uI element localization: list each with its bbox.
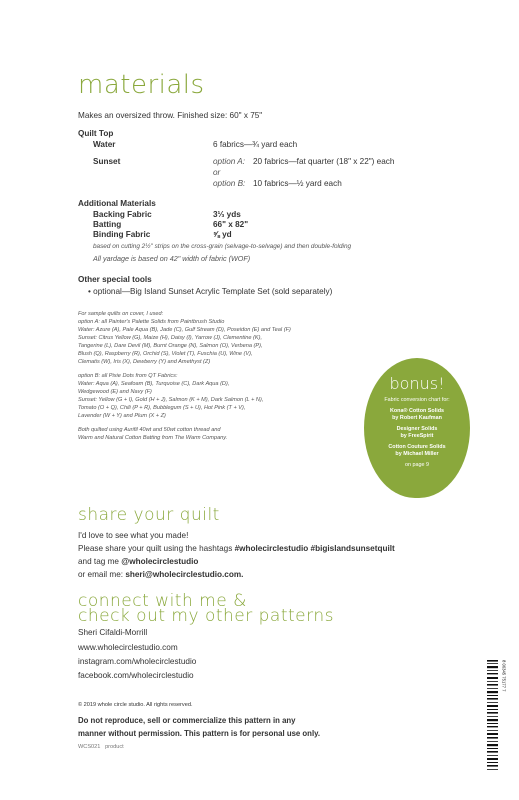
binding-value: ⅝ yd	[213, 230, 232, 239]
notice-line-2: manner without permission. This pattern is for personal use only.	[78, 729, 321, 738]
sample-line-11: Sunset: Yellow (G + I), Gold (H + J), Salmon (K + M), Dark Salmon (L + N),	[78, 397, 264, 403]
share-line-3-prefix: and tag me	[78, 557, 122, 566]
share-hashtags: #wholecirclestudio #bigislandsunsetquilt	[234, 544, 395, 553]
connect-heading-line-2: check out my other patterns	[78, 606, 334, 626]
share-line-3	[78, 557, 198, 567]
intro-text: Makes an oversized throw. Finished size: 60" x 75"	[78, 111, 263, 120]
share-line-2	[78, 544, 395, 554]
sample-line-2: option A: all Painter's Palette Solids from Paintbrush Studio	[78, 319, 225, 325]
sample-line-15: Warm and Natural Cotton Batting from The Warm Company.	[78, 435, 228, 441]
sample-line-12: Tomato (O + Q), Chili (P + R), Bubblegum (S + U), Hot Pink (T + V),	[78, 405, 246, 411]
batting-label: Batting	[93, 220, 122, 229]
batting-value: 66" x 82"	[213, 220, 249, 229]
sample-line-13: Lavender (W + Y) and Plum (X + Z)	[78, 413, 166, 419]
option-b-value: 10 fabrics—½ yard each	[253, 179, 342, 188]
sample-line-8: option B: all Pixie Dots from QT Fabrics:	[78, 373, 178, 379]
bonus-line-5: by FreeSpirit	[400, 433, 434, 439]
bonus-title: bonus!	[389, 374, 445, 393]
bonus-line-1: Fabric conversion chart for:	[384, 397, 450, 403]
share-line-2-prefix: Please share your quilt using the hashtags	[78, 544, 235, 553]
product-code	[78, 744, 124, 752]
sample-line-5: Tangerine (L), Dare Devil (M), Burnt Orange (N), Salmon (O), Verbena (P),	[78, 343, 263, 349]
share-email: sheri@wholecirclestudio.com.	[125, 570, 244, 579]
barcode	[486, 656, 507, 774]
sunset-label: Sunset	[93, 157, 121, 166]
share-handle: @wholecirclestudio	[121, 557, 199, 566]
product-code-label: product	[105, 744, 124, 750]
bonus-line-7: by Michael Miller	[395, 451, 439, 457]
other-tools-item: • optional—Big Island Sunset Acrylic Template Set (sold separately)	[88, 287, 333, 296]
bonus-line-8: on page 9	[405, 462, 429, 468]
backing-label: Backing Fabric	[93, 210, 152, 219]
option-a-value: 20 fabrics—fat quarter (18" x 22") each	[253, 157, 395, 166]
bonus-line-2: Kona® Cotton Solids	[390, 408, 444, 414]
instagram-link: instagram.com/wholecirclestudio	[78, 657, 197, 666]
facebook-link: facebook.com/wholecirclestudio	[78, 671, 194, 680]
sample-line-14: Both quilted using Aurifil 40wt and 50wt cotton thread and	[78, 427, 221, 433]
water-label: Water	[93, 140, 116, 149]
yardage-note: All yardage is based on 42" width of fabric (WOF)	[93, 254, 251, 263]
option-b-label: option B:	[213, 179, 246, 188]
author-name: Sheri Cifaldi-Morrill	[78, 628, 148, 637]
share-line-4	[78, 570, 243, 580]
option-a-label: option A:	[213, 157, 246, 166]
bonus-badge	[364, 358, 470, 498]
bonus-line-6: Cotton Couture Solids	[388, 444, 446, 450]
quilt-top-heading: Quilt Top	[78, 129, 114, 138]
sample-line-1: For sample quilts on cover, I used:	[78, 311, 164, 317]
other-tools-heading: Other special tools	[78, 275, 152, 284]
sample-line-6: Blush (Q), Raspberry (R), Orchid (S), Violet (T), Fuschia (U), Wine (V),	[78, 351, 253, 357]
sample-line-7: Clematis (W), Iris (X), Dewberry (Y) and Amethyst (Z)	[78, 359, 211, 365]
copyright: © 2019 whole circle studio. All rights reserved.	[78, 702, 193, 708]
share-heading: share your quilt	[78, 505, 220, 525]
materials-heading: materials	[78, 70, 205, 100]
share-line-4-prefix: or email me:	[78, 570, 126, 579]
share-line-1: I'd love to see what you made!	[78, 531, 189, 540]
binding-label: Binding Fabric	[93, 230, 151, 239]
sample-line-10: Wedgewood (E) and Navy (F)	[78, 389, 152, 395]
sample-line-4: Sunset: Citrus Yellow (G), Maize (H), Daisy (I), Yarrow (J), Clementine (K),	[78, 335, 263, 341]
bonus-line-4: Designer Solids	[396, 426, 438, 432]
sample-line-9: Water: Aqua (A), Seafoam (B), Turquoise (C), Dark Aqua (D),	[78, 381, 230, 387]
product-code-value: WCS021	[78, 744, 101, 750]
additional-heading: Additional Materials	[78, 199, 156, 208]
binding-note: based on cutting 2½" strips on the cross-grain (selvage-to-selvage) and then double-folding	[93, 243, 352, 250]
backing-value: 3⅓ yds	[213, 210, 241, 219]
connect-heading-line-1: connect with me &	[78, 591, 247, 611]
or-label: or	[213, 168, 221, 177]
bonus-line-3: by Robert Kaufman	[392, 415, 442, 421]
website-link: www.wholecirclestudio.com	[78, 643, 178, 652]
barcode-number: 8 06345 75177 7	[501, 660, 507, 692]
sample-line-3: Water: Azure (A), Pale Aqua (B), Jade (C), Gulf Stream (D), Poseidon (E) and Teal (F)	[78, 327, 291, 333]
notice-line-1: Do not reproduce, sell or commercialize this pattern in any	[78, 716, 296, 725]
water-value: 6 fabrics—¾ yard each	[213, 140, 298, 149]
